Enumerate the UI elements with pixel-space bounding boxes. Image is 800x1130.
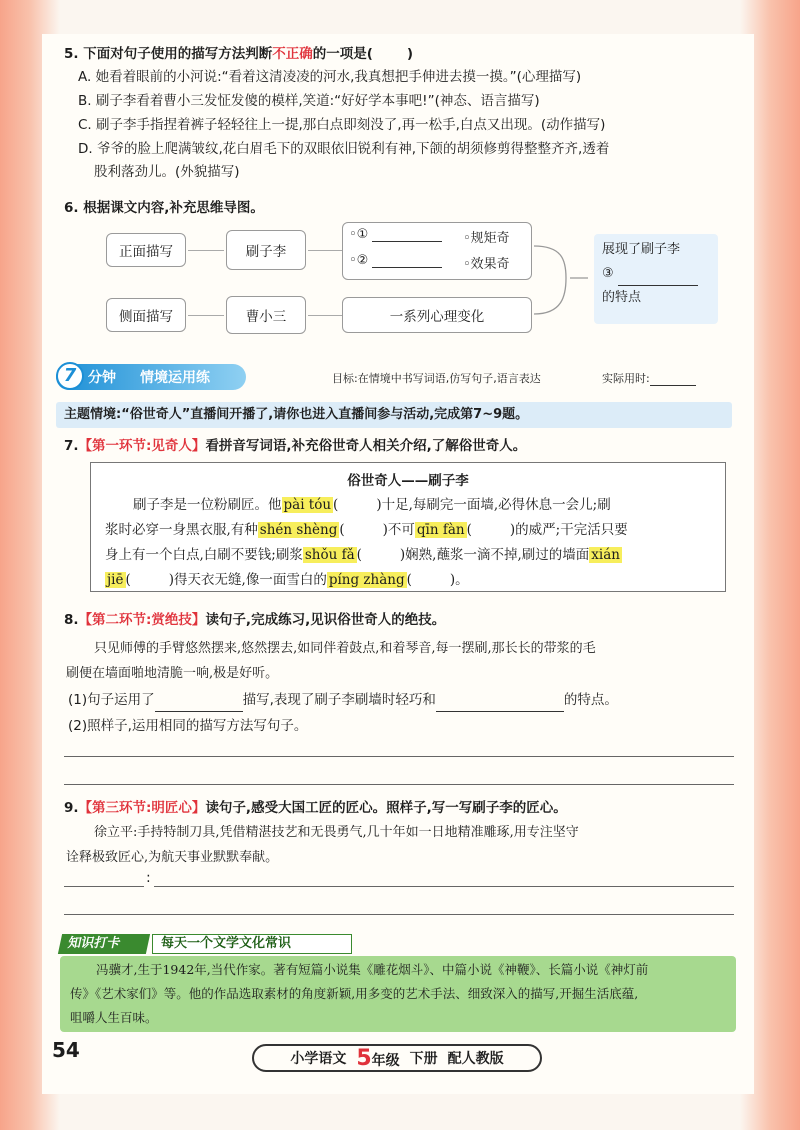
answer-line[interactable] (64, 914, 734, 915)
section-title: 情境运用练 (140, 370, 210, 386)
q7-card-title: 俗世奇人——刷子李 (347, 473, 469, 489)
mindmap-item-1-label: ◦① (349, 227, 369, 242)
pinyin-3: qīn fàn (416, 522, 465, 538)
knowledge-line-1: 冯骥才,生于1942年,当代作家。著有短篇小说集《雕花烟斗》、中篇小说《神鞭》、长篇小说《神灯前 (96, 962, 649, 977)
page-number: 54 (52, 1038, 80, 1062)
q9-stem (64, 796, 567, 820)
section-unit: 分钟 (88, 370, 116, 386)
answer-name-line[interactable] (64, 886, 144, 887)
q8-sub2: (2)照样子,运用相同的描写方法写句子。 (68, 718, 308, 734)
q5-option-a: A. 她看着眼前的小河说:“看着这清凌凌的河水,我真想把手伸进去摸一摸。”(心理描写) (78, 69, 582, 85)
section-number: 7 (56, 362, 84, 390)
q7-line-3 (105, 543, 715, 568)
section-time (602, 370, 696, 386)
q5-option-b: B. 刷子李看着曹小三发怔发傻的模样,笑道:“好好学本事吧!”(神态、语言描写) (78, 93, 540, 109)
answer-blank-5[interactable] (436, 711, 564, 712)
q7-seg: )得天衣无缝,像一面雪白的 (168, 572, 327, 588)
mindmap-psych-node: 一系列心理变化 (342, 297, 532, 333)
knowledge-box (60, 956, 736, 1032)
q7-seg: 浆时必穿一身黑衣服,有种 (105, 522, 258, 538)
q5-option-d: D. 爷爷的脸上爬满皱纹,花白眉毛下的双眼依旧锐利有神,下颌的胡须修剪得整整齐齐,透着 (78, 141, 610, 157)
connector (308, 315, 342, 316)
answer-line[interactable] (64, 756, 734, 757)
q8-passage-line-1: 只见师傅的手臂悠然摆来,悠然摆去,如同伴着鼓点,和着琴音,每一摆刷,那长长的带浆的毛 (94, 641, 596, 656)
q8-passage (66, 636, 736, 686)
answer-line[interactable] (154, 886, 734, 887)
q9-num: 9. (64, 800, 79, 816)
q6-stem: 6. 根据课文内容,补充思维导图。 (64, 200, 264, 216)
q7-card-text (105, 493, 715, 593)
mindmap-cao-node: 曹小三 (226, 296, 306, 334)
q7-line-2 (105, 518, 715, 543)
mindmap-item-1 (349, 227, 442, 242)
section-time-label: 实际用时: (602, 372, 650, 385)
worksheet (42, 34, 754, 1094)
knowledge-tag: 知识打卡 (58, 934, 150, 954)
mindmap-item-2 (349, 253, 442, 268)
footer-term: 下册 (409, 1051, 438, 1067)
pinyin-5a: xián (591, 547, 620, 563)
mindmap-bracket (532, 220, 592, 336)
q8-sub1 (68, 688, 738, 712)
q9-passage (66, 820, 736, 870)
q7-seg: ( (125, 572, 131, 588)
q7-seg: ( (333, 497, 339, 513)
mindmap-side-node: 侧面描写 (106, 298, 186, 332)
pinyin-6: píng zhàng (328, 572, 405, 588)
q9-passage-line-2: 诠释极致匠心,为航天事业默默奉献。 (66, 850, 279, 865)
summary-line-1: 展现了刷子李 (602, 242, 681, 257)
q5-option-d-cont: 股利落劲儿。(外貌描写) (94, 164, 240, 180)
mindmap-front-node: 正面描写 (106, 233, 186, 267)
connector (308, 250, 342, 251)
theme-bar: 主题情境:“俗世奇人”直播间开播了,请你也进入直播间参与活动,完成第7~9题。 (56, 402, 732, 428)
q7-stem (64, 434, 526, 458)
q8-stem (64, 608, 445, 632)
q7-card (90, 462, 726, 592)
footer-grade-label: 年级 (371, 1052, 400, 1069)
q7-tag: 【第一环节:见奇人】 (78, 438, 206, 454)
pinyin-5b: jiē (107, 572, 124, 588)
q7-seg: ( (356, 547, 362, 563)
pinyin-2: shén shèng (259, 522, 338, 538)
q8-num: 8. (64, 612, 79, 628)
knowledge-line-3: 咀嚼人生百味。 (70, 1010, 158, 1025)
q7-seg: )不可 (382, 522, 415, 538)
answer-line[interactable] (64, 784, 734, 785)
q5-stem-keyword: 不正确 (272, 46, 313, 62)
mindmap-rule: ◦规矩奇 (463, 231, 510, 246)
q7-seg: ( (466, 522, 472, 538)
footer-edition: 配人教版 (447, 1051, 504, 1067)
footer-subject: 小学语文 (290, 1051, 347, 1067)
answer-blank-4[interactable] (155, 711, 243, 712)
connector (188, 250, 224, 251)
q8-passage-line-2: 刷便在墙面啪地清脆一响,极是好听。 (66, 666, 279, 681)
q5-stem (64, 42, 744, 66)
knowledge-line-2: 传》《艺术家们》等。他的作品选取素材的角度新颖,用多变的艺术手法、细致深入的描写,开掘生活底蕴, (70, 986, 639, 1001)
q7-line-4 (105, 568, 715, 593)
q7-seg: 刷子李是一位粉刷匠。他 (133, 497, 282, 513)
q7-seg: ( (406, 572, 412, 588)
summary-line-3: 的特点 (602, 290, 642, 305)
q5-stem-text: 5. 下面对句子使用的描写方法判断 (64, 46, 273, 62)
pinyin-1: pài tóu (283, 497, 332, 513)
mindmap-brush-node: 刷子李 (226, 230, 306, 270)
answer-blank-2[interactable] (372, 267, 442, 268)
q8-sub1-b: 描写,表现了刷子李刷墙时轻巧和 (242, 692, 436, 708)
q7-seg: )十足,每刷完一面墙,必得休息一会儿;刷 (376, 497, 611, 513)
answer-blank-1[interactable] (372, 241, 442, 242)
mindmap-summary-box (594, 234, 718, 324)
q7-seg: )。 (449, 572, 469, 588)
q8-sub1-a: (1)句子运用了 (68, 692, 155, 708)
q9-passage-line-1: 徐立平:手持特制刀具,凭借精湛技艺和无畏勇气,几十年如一日地精准雕琢,用专注坚守 (94, 825, 579, 840)
footer-grade (356, 1046, 399, 1071)
knowledge-title: 每天一个文学文化常识 (152, 934, 352, 954)
q7-text: 看拼音写词语,补充俗世奇人相关介绍,了解俗世奇人。 (205, 438, 527, 454)
q8-tag: 【第二环节:赏绝技】 (78, 612, 206, 628)
q5-option-c: C. 刷子李手指捏着裤子轻轻往上一提,那白点即刻没了,再一松手,白点又出现。(动作描写) (78, 117, 606, 133)
q9-colon: : (146, 870, 151, 886)
q8-sub1-c: 的特点。 (563, 692, 618, 708)
mindmap-trait-node (342, 222, 532, 280)
summary-num: ③ (602, 266, 614, 281)
mindmap-effect: ◦效果奇 (463, 257, 510, 272)
q7-seg: ( (339, 522, 345, 538)
q5-stem-close: ) (406, 46, 414, 62)
q7-seg: 身上有一个白点,白刷不要钱;刷浆 (105, 547, 303, 563)
footer-badge (252, 1044, 542, 1072)
q7-seg: )娴熟,蘸浆一滴不掉,刷过的墙面 (399, 547, 590, 563)
q7-line-1 (105, 493, 715, 518)
mindmap-item-2-label: ◦② (349, 253, 369, 268)
q7-num: 7. (64, 438, 79, 454)
time-blank[interactable] (650, 385, 696, 386)
connector (188, 315, 224, 316)
pinyin-4: shǒu fǎ (304, 547, 355, 563)
q7-seg: )的威严;干完活只要 (509, 522, 628, 538)
q5-stem-text2: 的一项是( (312, 46, 373, 62)
section-goal: 目标:在情境中书写词语,仿写句子,语言表达 (332, 372, 541, 385)
q9-tag: 【第三环节:明匠心】 (78, 800, 206, 816)
summary-line-2 (602, 262, 710, 286)
q8-text: 读句子,完成练习,见识俗世奇人的绝技。 (205, 612, 446, 628)
q9-text: 读句子,感受大国工匠的匠心。照样子,写一写刷子李的匠心。 (205, 800, 567, 816)
footer-grade-num: 5 (356, 1045, 372, 1071)
